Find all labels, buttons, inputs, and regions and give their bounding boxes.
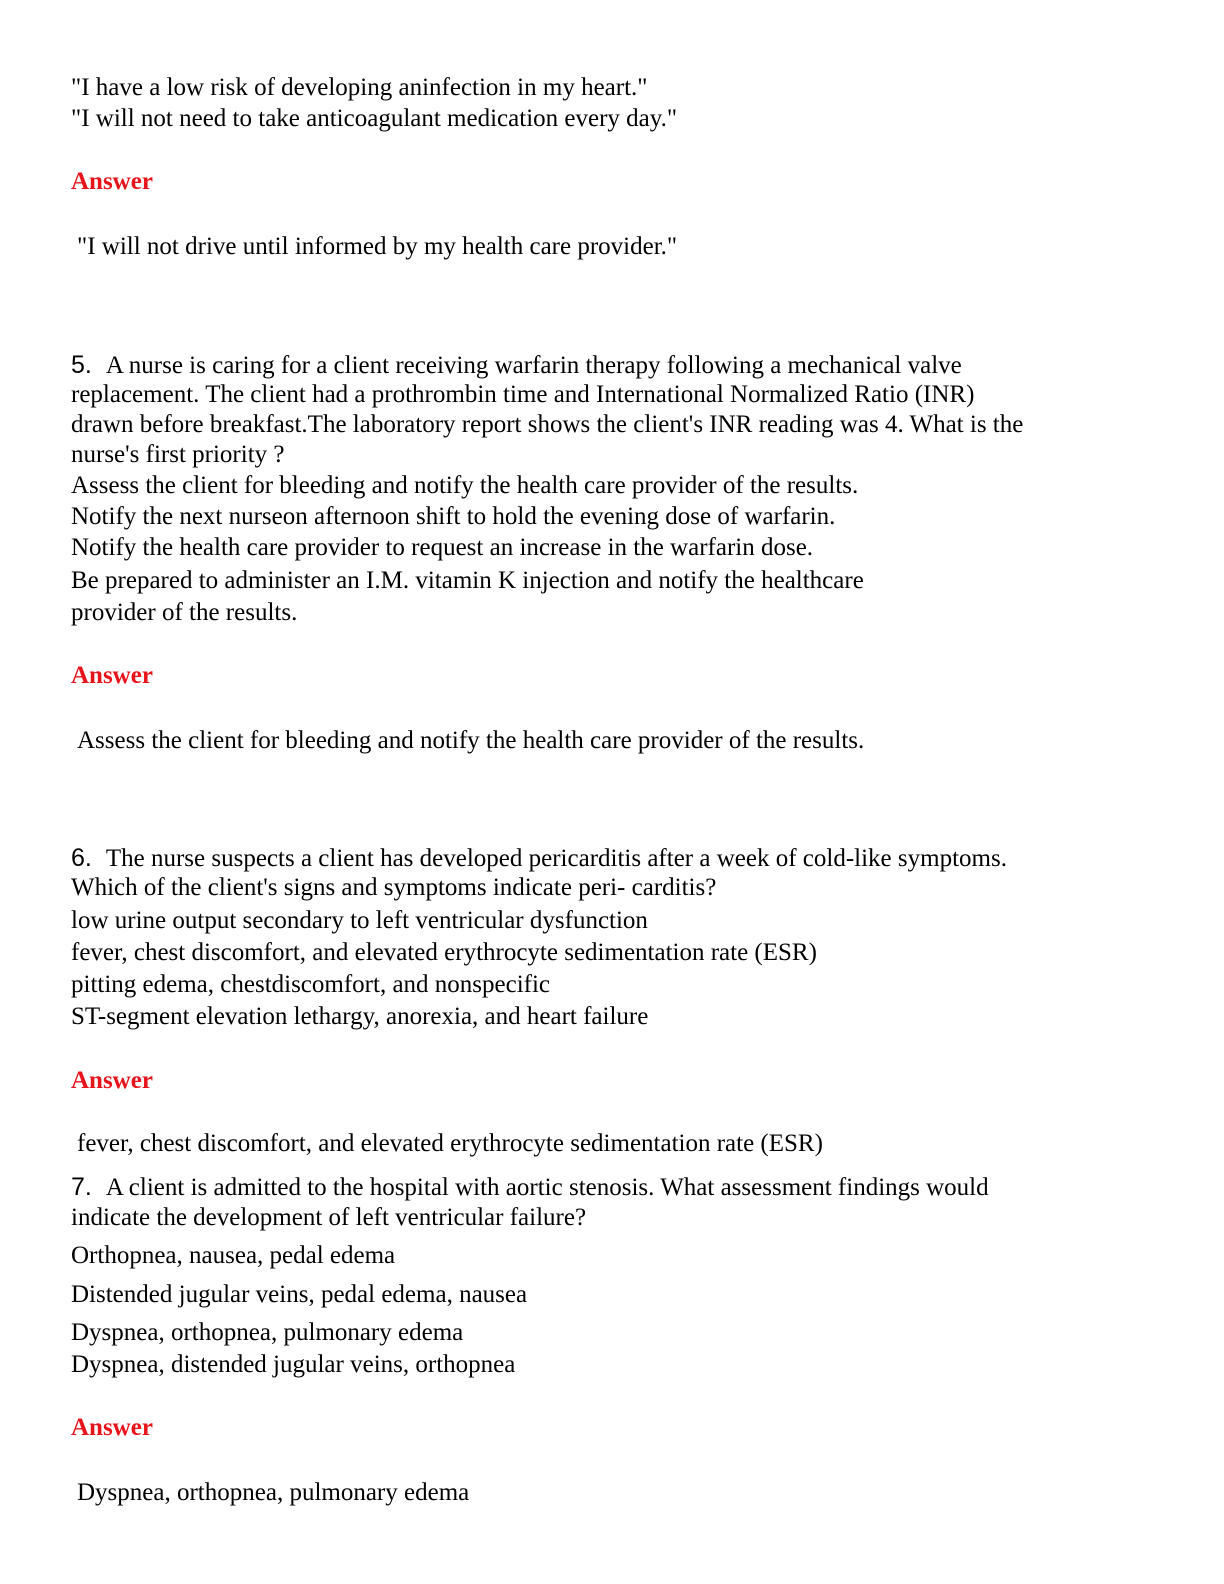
question-5-stem-line [71, 350, 962, 381]
question-5-stem-line: replacement. The client had a prothrombin time and International Normalized Ratio (INR) [71, 381, 975, 408]
question-7-stem-line [71, 1172, 989, 1203]
answer-label: Answer [71, 1067, 153, 1094]
answer-text: Dyspnea, orthopnea, pulmonary edema [77, 1479, 470, 1506]
option-line: provider of the results. [71, 599, 298, 626]
option-line: Notify the health care provider to request an increase in the warfarin dose. [71, 534, 814, 561]
stem-text: A client is admitted to the hospital with aortic stenosis. What assessment findings would [105, 1174, 989, 1201]
question-6-stem-line [71, 843, 1007, 874]
question-6-stem-line: Which of the client's signs and symptoms indicate peri- carditis? [71, 874, 717, 901]
question-7-stem-line: indicate the development of left ventricular failure? [71, 1204, 587, 1231]
question-number: 7. [71, 1173, 92, 1201]
option-line: "I have a low risk of developing aninfection in my heart." [71, 74, 648, 101]
stem-text: A nurse is caring for a client receiving warfarin therapy following a mechanical valve [105, 352, 962, 379]
stem-text: The nurse suspects a client has developed pericarditis after a week of cold-like symptoms. [105, 845, 1007, 872]
option-line: pitting edema, chestdiscomfort, and nonspecific [71, 971, 551, 998]
question-5-stem-line: drawn before breakfast.The laboratory report shows the client's INR reading was 4. What is the [71, 411, 1024, 438]
option-line: fever, chest discomfort, and elevated erythrocyte sedimentation rate (ESR) [71, 939, 817, 966]
answer-label: Answer [71, 168, 153, 195]
answer-text: fever, chest discomfort, and elevated erythrocyte sedimentation rate (ESR) [77, 1130, 823, 1157]
question-number: 5. [71, 351, 92, 379]
option-line: Be prepared to administer an I.M. vitamin K injection and notify the healthcare [71, 567, 864, 594]
answer-label: Answer [71, 1414, 153, 1441]
question-number: 6. [71, 844, 92, 872]
option-line: Orthopnea, nausea, pedal edema [71, 1242, 396, 1269]
option-line: Dyspnea, distended jugular veins, orthopnea [71, 1351, 516, 1378]
option-line: ST-segment elevation lethargy, anorexia, and heart failure [71, 1003, 649, 1030]
answer-text: "I will not drive until informed by my health care provider." [77, 233, 678, 260]
option-line: Dyspnea, orthopnea, pulmonary edema [71, 1319, 464, 1346]
option-line: Notify the next nurseon afternoon shift to hold the evening dose of warfarin. [71, 503, 836, 530]
question-5-stem-line: nurse's first priority ? [71, 441, 285, 468]
option-line: Assess the client for bleeding and notify the health care provider of the results. [71, 472, 859, 499]
answer-label: Answer [71, 662, 153, 689]
option-line: low urine output secondary to left ventricular dysfunction [71, 907, 648, 934]
answer-text: Assess the client for bleeding and notify the health care provider of the results. [77, 727, 865, 754]
option-line: "I will not need to take anticoagulant medication every day." [71, 105, 678, 132]
option-line: Distended jugular veins, pedal edema, nausea [71, 1281, 528, 1308]
